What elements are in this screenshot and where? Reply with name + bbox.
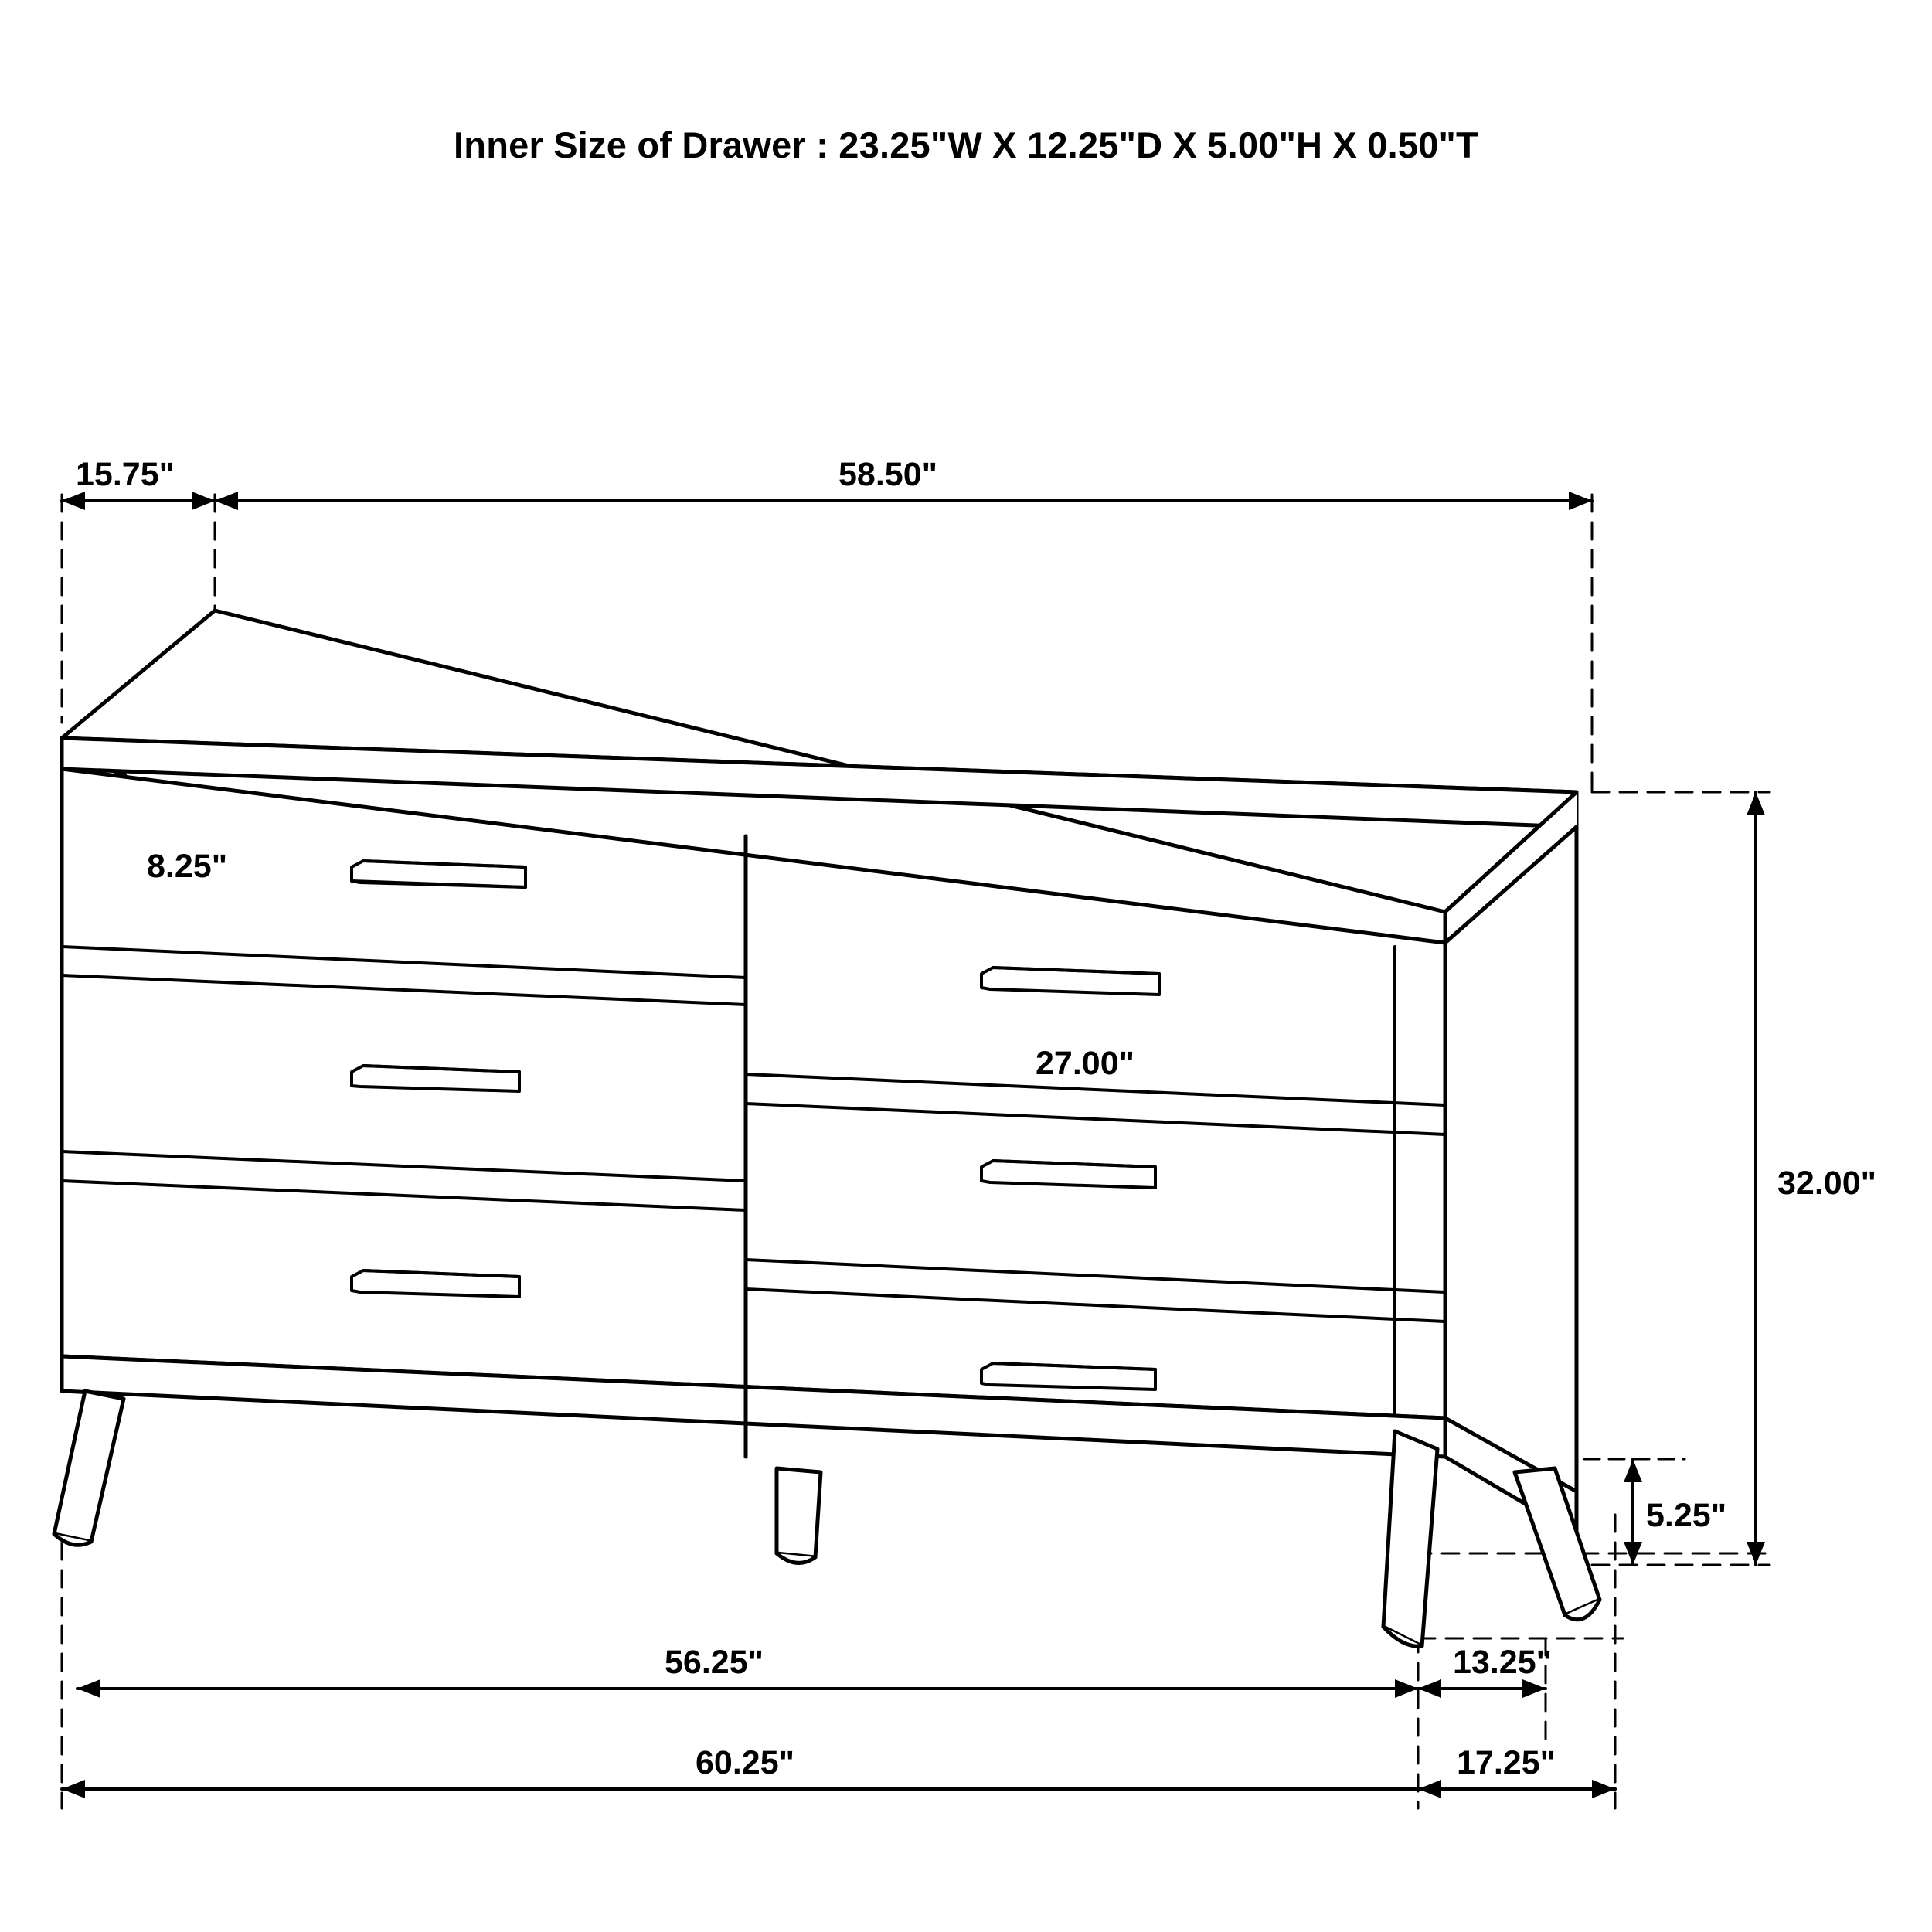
dimension-overall-depth — [1418, 1780, 1615, 1798]
label-case-depth: 13.25" — [1453, 1644, 1552, 1681]
label-leg-height: 5.25" — [1646, 1497, 1727, 1534]
label-overall-width: 60.25" — [696, 1744, 794, 1781]
label-width-top: 58.50" — [838, 456, 937, 493]
dimension-case-width — [77, 1679, 1418, 1698]
dimension-overall-width — [62, 1780, 1615, 1798]
label-drawer-height: 8.25" — [147, 848, 228, 885]
label-overall-depth: 17.25" — [1457, 1744, 1556, 1781]
label-overall-height: 32.00" — [1777, 1165, 1876, 1202]
dresser-front-face — [62, 769, 1445, 1418]
page-title: Inner Size of Drawer : 23.25"W X 12.25"D X 5.00"H X 0.50"T — [454, 124, 1478, 165]
label-drawer-width: 27.00" — [1036, 1045, 1134, 1082]
label-depth-top: 15.75" — [76, 456, 175, 493]
dimension-depth-top — [62, 492, 215, 510]
dimension-overall-height — [1747, 792, 1765, 1565]
dimension-case-depth — [1418, 1679, 1546, 1698]
label-case-width: 56.25" — [665, 1644, 764, 1681]
dimension-width-top — [215, 492, 1592, 510]
